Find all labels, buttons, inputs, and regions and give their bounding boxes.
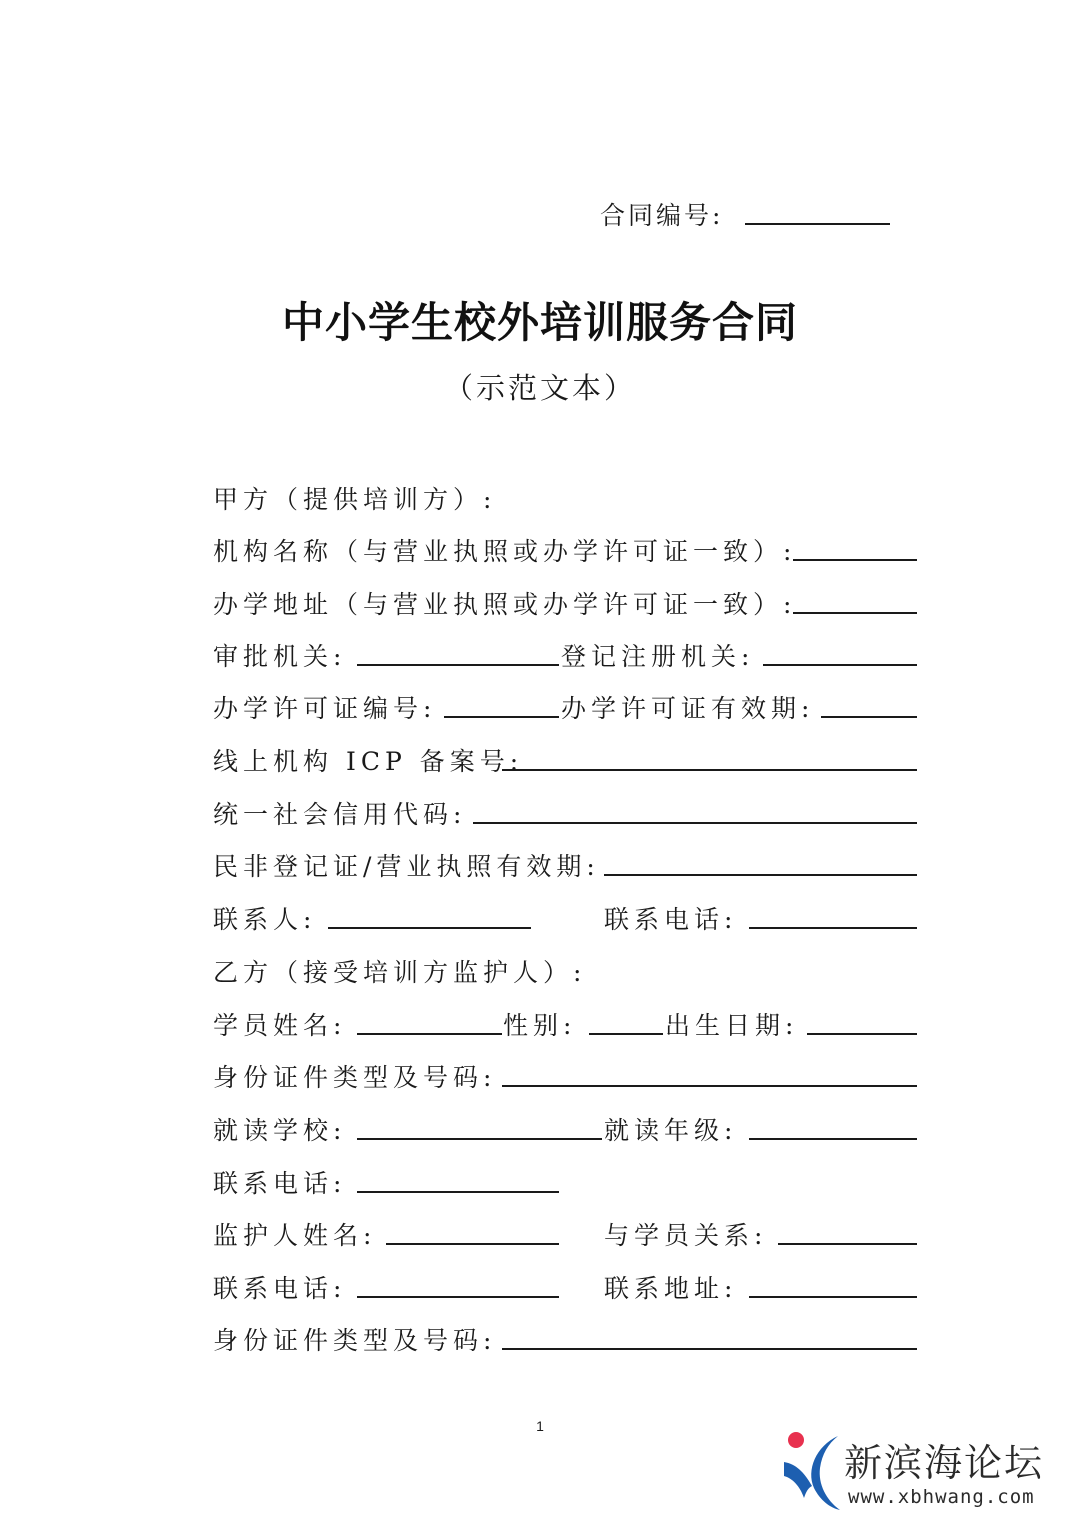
- contract-number-field[interactable]: [745, 223, 890, 225]
- student-phone-field[interactable]: [357, 1191, 559, 1193]
- student-name-label: 学员姓名:: [213, 1011, 347, 1040]
- guardian-address-label: 联系地址:: [604, 1274, 738, 1303]
- license-validity-label: 办学许可证有效期:: [561, 694, 815, 723]
- school-address-label: 办学地址（与营业执照或办学许可证一致）:: [213, 590, 797, 619]
- guardian-name-label: 监护人姓名:: [213, 1221, 377, 1250]
- party-a-phone-field[interactable]: [749, 927, 917, 929]
- school-field[interactable]: [357, 1138, 602, 1140]
- relationship-label: 与学员关系:: [604, 1221, 768, 1250]
- contract-number-label: 合同编号:: [600, 201, 724, 230]
- watermark-site-name: 新滨海论坛: [844, 1441, 1045, 1485]
- birth-date-label: 出生日期:: [665, 1011, 799, 1040]
- student-id-label: 身份证件类型及号码:: [213, 1063, 497, 1092]
- business-license-validity-label: 民非登记证/营业执照有效期:: [213, 852, 600, 881]
- page-number: 1: [536, 1418, 544, 1434]
- business-license-validity-field[interactable]: [604, 874, 917, 876]
- guardian-phone-label: 联系电话:: [213, 1274, 347, 1303]
- license-validity-field[interactable]: [821, 716, 917, 718]
- approval-authority-label: 审批机关:: [213, 642, 347, 671]
- student-id-field[interactable]: [502, 1085, 917, 1087]
- guardian-phone-field[interactable]: [357, 1296, 559, 1298]
- registration-authority-label: 登记注册机关:: [561, 642, 755, 671]
- document-subtitle: （示范文本）: [443, 371, 636, 405]
- institution-name-field[interactable]: [793, 559, 917, 561]
- gender-field[interactable]: [589, 1033, 663, 1035]
- student-phone-label: 联系电话:: [213, 1169, 347, 1198]
- school-address-field[interactable]: [793, 612, 917, 614]
- contact-person-label: 联系人:: [213, 905, 317, 934]
- icp-number-label: 线上机构 ICP 备案号:: [213, 747, 524, 776]
- guardian-name-field[interactable]: [386, 1243, 559, 1245]
- gender-label: 性别:: [503, 1011, 577, 1040]
- watermark-site-url: www.xbhwang.com: [848, 1486, 1035, 1508]
- watermark-logo: [782, 1428, 1072, 1512]
- relationship-field[interactable]: [778, 1243, 917, 1245]
- credit-code-field[interactable]: [473, 822, 917, 824]
- guardian-id-label: 身份证件类型及号码:: [213, 1326, 497, 1355]
- license-number-field[interactable]: [444, 716, 559, 718]
- birth-date-field[interactable]: [807, 1033, 917, 1035]
- student-name-field[interactable]: [357, 1033, 502, 1035]
- document-title: 中小学生校外培训服务合同: [281, 298, 798, 347]
- forum-logo-icon: [782, 1428, 852, 1512]
- icp-number-field[interactable]: [502, 769, 917, 771]
- party-b-heading: 乙方（接受培训方监护人）:: [213, 958, 587, 987]
- guardian-address-field[interactable]: [749, 1296, 917, 1298]
- party-a-phone-label: 联系电话:: [604, 905, 738, 934]
- credit-code-label: 统一社会信用代码:: [213, 800, 467, 829]
- license-number-label: 办学许可证编号:: [213, 694, 437, 723]
- institution-name-label: 机构名称（与营业执照或办学许可证一致）:: [213, 537, 797, 566]
- school-label: 就读学校:: [213, 1116, 347, 1145]
- contact-person-field[interactable]: [328, 927, 531, 929]
- approval-authority-field[interactable]: [357, 664, 559, 666]
- registration-authority-field[interactable]: [763, 664, 917, 666]
- grade-field[interactable]: [749, 1138, 917, 1140]
- grade-label: 就读年级:: [604, 1116, 738, 1145]
- party-a-heading: 甲方（提供培训方）:: [213, 485, 497, 514]
- guardian-id-field[interactable]: [502, 1348, 917, 1350]
